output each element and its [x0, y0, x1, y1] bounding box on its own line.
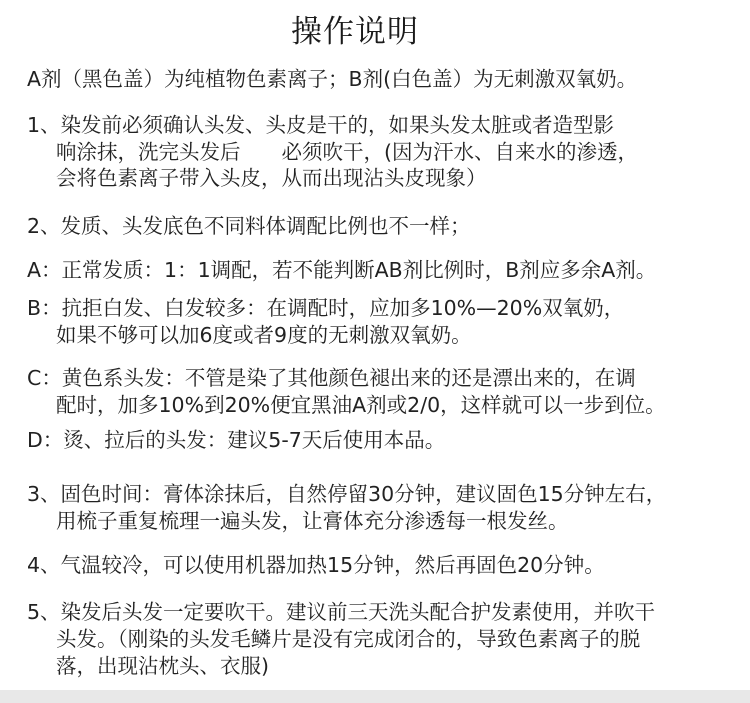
item-1-line-1: 1、染发前必须确认头发、头皮是干的，如果头发太脏或者造型影	[27, 113, 615, 137]
item-3-line-1: 3、固色时间：膏体涂抹后，自然停留30分钟，建议固色15分钟左右，	[27, 482, 667, 506]
item-b-line-2: 如果不够可以加6度或者9度的无刺激双氧奶。	[56, 323, 472, 347]
item-a-line-1: A：正常发质：1：1调配，若不能判断AB剂比例时，B剂应多余A剂。	[27, 258, 657, 282]
item-5-line-1: 5、染发后头发一定要吹干。建议前三天洗头配合护发素使用，并吹干	[27, 600, 656, 624]
item-b-line-1: B：抗拒白发、白发较多：在调配时，应加多10%—20%双氧奶，	[27, 296, 625, 320]
item-5-line-2: 头发。（刚染的头发毛鳞片是没有完成闭合的，导致色素离子的脱	[56, 627, 641, 651]
page-title: 操作说明	[291, 14, 419, 50]
item-1-line-2: 响涂抹，洗完头发后 必须吹干，(因为汗水、自来水的渗透，	[56, 140, 638, 164]
item-3-line-2: 用梳子重复梳理一遍头发，让膏体充分渗透每一根发丝。	[56, 509, 569, 533]
footer-strip	[0, 690, 750, 703]
item-d-line-1: D：烫、拉后的头发：建议5-7天后使用本品。	[27, 428, 446, 452]
item-c-line-1: C：黄色系头发：不管是染了其他颜色褪出来的还是漂出来的，在调	[27, 366, 636, 390]
item-5-line-3: 落，出现沾枕头、衣服)	[56, 654, 269, 678]
item-1-line-3: 会将色素离子带入头皮，从而出现沾头皮现象）	[56, 166, 487, 190]
item-4-line-1: 4、气温较冷，可以使用机器加热15分钟，然后再固色20分钟。	[27, 553, 605, 577]
intro-text: A剂（黑色盖）为纯植物色素离子；B剂(白色盖）为无刺激双氧奶。	[27, 67, 638, 91]
item-c-line-2: 配时，加多10%到20%便宜黑油A剂或2/0，这样就可以一步到位。	[56, 393, 666, 417]
item-2-line-1: 2、发质、头发底色不同料体调配比例也不一样；	[27, 214, 471, 238]
